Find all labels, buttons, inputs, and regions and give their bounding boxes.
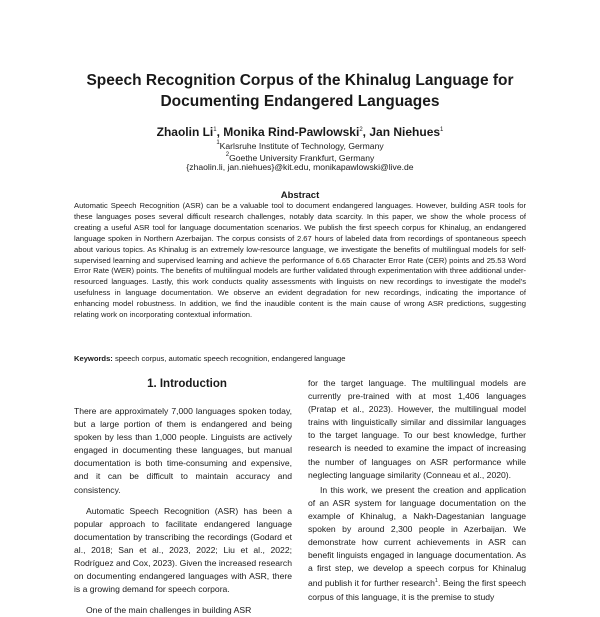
intro-paragraph-2: Automatic Speech Recognition (ASR) has been a popular approach to facilitate endangered language documentation by transcribing the recordings (Godard et al., 2018; San et al., 2023, 2022; Liu et al., 2022; Rodríguez and Cox, 2023). Given the increased research on documenting endangered languages with ASR, there is a growing demand for speech corpora. [74, 505, 292, 595]
right-paragraph-2-tail: . Being the first speech corpus of this language, it is the premise to study [308, 578, 526, 602]
keywords-text: speech corpus, automatic speech recognition, endangered language [114, 354, 346, 363]
author-separator: , [216, 125, 224, 139]
affiliation-mark: 2 [359, 127, 363, 133]
right-paragraph-2-main: In this work, we present the creation and application of an ASR system for language documentation on the example of Khinalug, a Nakh-Dagestanian language spoken by around 2,300 people in Azerbaijan. We demonstrate how current achievements in ASR can benefit linguists engaged in language documentation. As a first step, we develop a speech corpus for Khinalug and publish it for further research [308, 484, 526, 589]
abstract-text: Automatic Speech Recognition (ASR) can be a valuable tool to document endangered languages. However, building ASR tools for these languages poses several difficult research challenges, notably data scarcity. In this paper, we show the whole process of creating a useful ASR tool for language documentation scenarios. We publish the first speech corpus for Khinalug, an endangered language spoken in Northern Azerbaijan. The corpus consists of 2.67 hours of labeled data from recordings of spontaneous speech about various topics. As Khinalug is an extremely low-resource language, we investigate the benefits of multilingual models for self-supervised learning and supervised learning and achieve the performance of 6.65 Character Error Rate (CER) points and 25.53 Word Error Rate (WER) points. The benefits of multilingual models are further validated through experimentation with three additional under-resourced languages. Lastly, this work conducts quality assessments with linguists on new recordings to investigate the model's usefulness in language documentation. We observe an evident degradation for new recordings, indicating the importance of enhancing model robustness. In addition, we find the inaudible content is the main cause of wrong ASR predictions, suggesting relating work on incorporating contextual information. [74, 201, 526, 320]
affiliation-text: Goethe University Frankfurt, Germany [229, 153, 375, 163]
author-separator: , [362, 125, 370, 139]
author-emails: {zhaolin.li, jan.niehues}@kit.edu, monikapawlowski@live.de [186, 162, 414, 172]
paper-title [60, 70, 540, 112]
affiliation-mark: 1 [440, 127, 444, 133]
affiliation-mark: 1 [213, 127, 217, 133]
keywords [74, 353, 526, 364]
section-heading-introduction: 1. Introduction [147, 378, 227, 390]
right-paragraph-1: for the target language. The multilingual models are currently pre-trained with at most 1,406 languages (Pratap et al., 2023). However, the multilingual model trains with linguistically similar and dissimilar languages to the target language. To our best knowledge, further research is needed to examine the impact of increasing the number of languages on ASR performance while neglecting language similarity (Conneau et al., 2020). [308, 378, 526, 480]
affiliation-text: Karlsruhe Institute of Technology, Germany [219, 141, 384, 151]
right-paragraph-2 [308, 484, 526, 604]
abstract-heading: Abstract [280, 190, 320, 201]
intro-paragraph-1: There are approximately 7,000 languages spoken today, but a large portion of them is endangered and being spoken by less than 1,000 people. Linguists are actively engaged in documenting these languages, but manual documentation is both time-consuming and expensive, and it can be difficult to maintain accuracy and consistency. [74, 406, 292, 495]
author-name: Zhaolin Li [156, 125, 214, 139]
footnote-mark: 1 [434, 578, 438, 585]
right-column [308, 377, 526, 600]
affiliation-mark: 1 [216, 140, 220, 146]
intro-paragraph-3: One of the main challenges in building ASR [86, 605, 252, 616]
affiliation-mark: 2 [225, 152, 230, 158]
title-line-2: Documenting Endangered Languages [160, 93, 440, 110]
title-line-1: Speech Recognition Corpus of the Khinalug Language for [86, 72, 514, 89]
left-column [74, 405, 292, 616]
author-name: Monika Rind-Pawlowski [223, 125, 360, 139]
author-name: Jan Niehues [369, 125, 441, 139]
keywords-label: Keywords: [74, 354, 113, 363]
